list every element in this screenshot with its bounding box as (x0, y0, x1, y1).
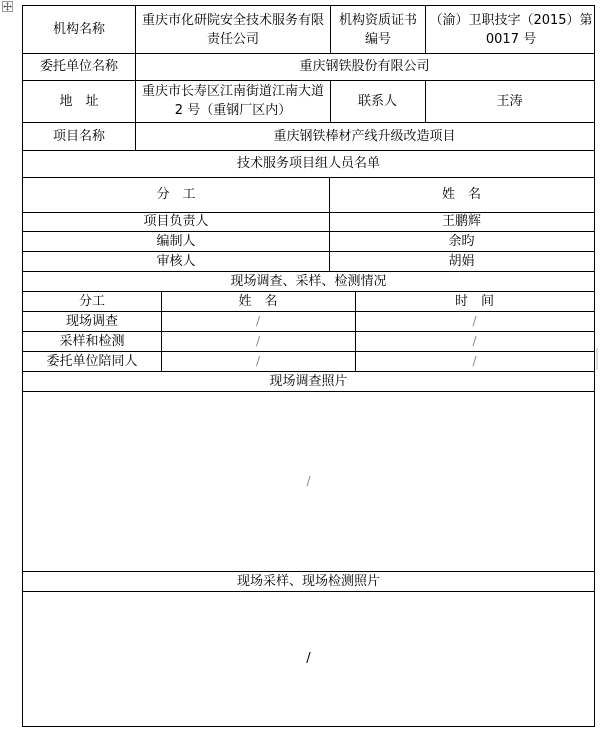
survey-col-time: 时 间 (454, 293, 494, 309)
institution-name-label: 机构名称 (52, 22, 105, 37)
sampling-photos-title: 现场采样、现场检测照片 (236, 573, 380, 589)
row-resize-marker[interactable] (596, 348, 602, 370)
survey-row-role: 现场调查 (65, 313, 118, 329)
move-arrows-icon[interactable] (2, 1, 13, 12)
contact-label: 联系人 (357, 93, 397, 109)
project-label: 项目名称 (52, 128, 105, 144)
survey-row-name: / (255, 313, 261, 328)
survey-row-name: / (255, 333, 261, 348)
team-col-role: 分 工 (156, 187, 196, 202)
survey-row-time: / (472, 313, 477, 328)
survey-row-role: 采样和检测 (59, 333, 125, 349)
contact-value: 王涛 (496, 93, 523, 109)
survey-row-time: / (472, 353, 477, 368)
team-row-name: 王鹏辉 (441, 214, 481, 229)
address-value: 重庆市长寿区江南街道江南大道 2 号（重钢厂区内） (141, 84, 324, 118)
survey-photos-title: 现场调查照片 (269, 373, 348, 389)
client-value: 重庆钢铁股份有限公司 (299, 59, 430, 74)
team-col-name: 姓 名 (441, 187, 481, 202)
institution-name-value: 重庆市化研院安全技术服务有限责任公司 (141, 12, 324, 47)
team-row-name: 余昀 (448, 233, 475, 249)
address-label: 地 址 (59, 93, 99, 109)
survey-col-name: 姓 名 (238, 293, 278, 309)
team-row-role: 编制人 (156, 233, 196, 249)
project-value: 重庆钢铁棒材产线升级改造项目 (273, 128, 456, 144)
survey-row-role: 委托单位陪同人 (46, 353, 138, 369)
team-row-role: 审核人 (156, 253, 196, 269)
survey-col-role: 分工 (78, 293, 105, 309)
team-row-name: 胡娟 (448, 253, 475, 269)
qualification-value: （渝）卫职技字（2015）第 0017 号 (429, 12, 593, 47)
survey-photos-area: / (306, 473, 311, 488)
team-row-role: 项目负责人 (143, 214, 209, 229)
qualification-label: 机构资质证书编号 (338, 12, 417, 47)
client-label: 委托单位名称 (39, 59, 118, 74)
survey-row-time: / (472, 333, 477, 348)
survey-section-title: 现场调查、采样、检测情况 (230, 273, 387, 289)
team-section-title: 技术服务项目组人员名单 (236, 156, 380, 171)
form-table (22, 5, 595, 727)
sampling-photos-area: / (306, 651, 311, 666)
survey-row-name: / (255, 353, 261, 368)
